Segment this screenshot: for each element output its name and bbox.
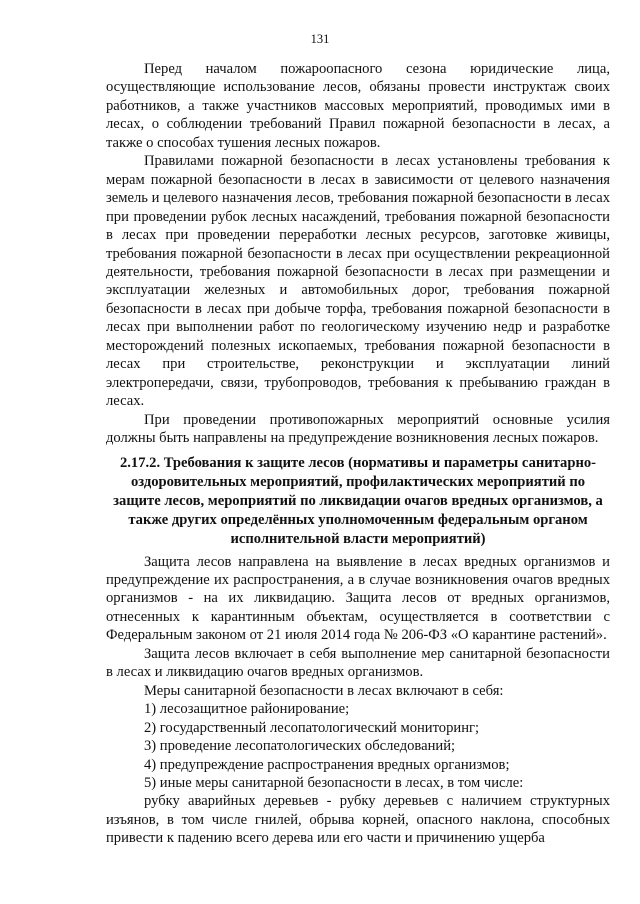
page-number: 131 bbox=[310, 32, 330, 46]
list-item: 5) иные меры санитарной безопасности в лесах, в том числе: bbox=[144, 774, 524, 791]
paragraph-sanitary-measures: Меры санитарной безопасности в лесах включают в себя: bbox=[144, 682, 504, 699]
list-item: 3) проведение лесопатологических обследований; bbox=[144, 738, 456, 755]
section-heading: 2.17.2. Требования к защите лесов (нормативы и параметры санитарно-оздоровительных мероприятий, профилактических мероприятий по защите лесов, мероприятий по ликвидации очагов вредных организмов, а также других определённых уполномоченным федеральным органом исполнительной власти мероприятий) bbox=[113, 454, 603, 547]
list-item: 2) государственный лесопатологический мониторинг; bbox=[144, 719, 480, 736]
paragraph-fire-rules: Правилами пожарной безопасности в лесах установлены требования к мерам пожарной безопасности в лесах в зависимости от целевого назначения земель и целевого назначения лесов, требования пожарной безопасности в лесах при проведении рубок лесных насаждений, требования пожарной безопасности в лесах при проведении переработки лесных ресурсов, заготовке живицы, требования пожарной безопасности в лесах при осуществлении рекреационной деятельности, требования пожарной безопасности в лесах при размещении и эксплуатации железных и автомобильных дорог, требования пожарной безопасности в лесах при добыче торфа, требования пожарной безопасности в лесах при выполнении работ по геологическому изучению недр и разработке месторождений полезных ископаемых, требования пожарной безопасности в лесах при строительстве, реконструкции и эксплуатации линий электропередачи, связи, трубопроводов, требования к пребыванию граждан в лесах. bbox=[106, 153, 610, 410]
list-item: 1) лесозащитное районирование; bbox=[144, 701, 350, 718]
paragraph-protection-includes: Защита лесов включает в себя выполнение мер санитарной безопасности в лесах и ликвидацию очагов вредных организмов. bbox=[106, 645, 610, 681]
paragraph-forest-protection: Защита лесов направлена на выявление в лесах вредных организмов и предупреждение их распространения, а в случае возникновения очагов вредных организмов - на их ликвидацию. Защита лесов от вредных организмов, отнесенных к карантинным объектам, осуществляется в соответствии с Федеральным законом от 21 июля 2014 года № 206-ФЗ «О карантине растений». bbox=[106, 553, 610, 644]
paragraph-emergency-trees: рубку аварийных деревьев - рубку деревьев с наличием структурных изъянов, в том числе гнилей, обрыва корней, опасного наклона, способных привести к падению всего дерева или его части и причинению ущерба bbox=[106, 793, 610, 847]
paragraph-instruction: Перед началом пожароопасного сезона юридические лица, осуществляющие использование лесов, обязаны провести инструктаж своих работников, а также участников массовых мероприятий, проводимых ими в лесах, о соблюдении требований Правил пожарной безопасности в лесах, а также о способах тушения лесных пожаров. bbox=[106, 61, 610, 151]
paragraph-fire-prevention: При проведении противопожарных мероприятий основные усилия должны быть направлены на предупреждение возникновения лесных пожаров. bbox=[106, 411, 610, 447]
list-item: 4) предупреждение распространения вредных организмов; bbox=[144, 756, 510, 773]
page-body bbox=[106, 60, 610, 848]
